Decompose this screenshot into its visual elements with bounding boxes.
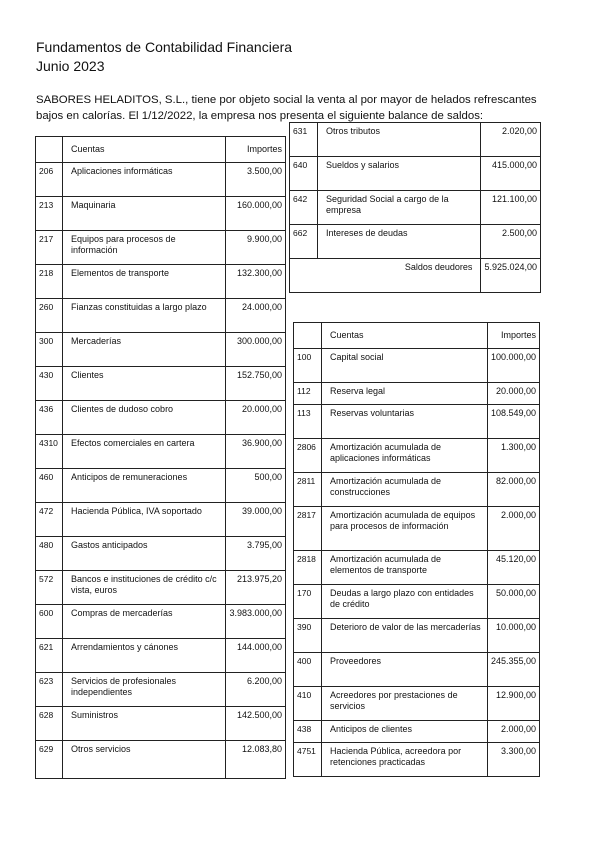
table-row <box>36 469 286 503</box>
account-code: 436 <box>36 401 63 435</box>
account-code: 640 <box>290 157 318 191</box>
document-date: Junio 2023 <box>36 58 105 74</box>
account-name: Hacienda Pública, acreedora por retenciones practicadas <box>322 743 488 777</box>
account-name: Sueldos y salarios <box>318 157 481 191</box>
account-amount: 500,00 <box>226 469 286 503</box>
account-name: Anticipos de clientes <box>322 721 488 743</box>
account-amount: 415.000,00 <box>481 157 541 191</box>
account-code: 100 <box>294 349 322 383</box>
table-row <box>294 383 540 405</box>
account-name: Anticipos de remuneraciones <box>63 469 226 503</box>
table-row <box>36 741 286 779</box>
account-name: Aplicaciones informáticas <box>63 163 226 197</box>
table-row <box>290 157 541 191</box>
account-name: Amortización acumulada de aplicaciones informáticas <box>322 439 488 473</box>
account-amount: 36.900,00 <box>226 435 286 469</box>
account-code: 623 <box>36 673 63 707</box>
total-label: Saldos deudores <box>290 259 481 293</box>
account-amount: 6.200,00 <box>226 673 286 707</box>
table-row <box>294 653 540 687</box>
account-code: 460 <box>36 469 63 503</box>
table-row <box>294 473 540 507</box>
header-accounts-cell: Cuentas <box>63 137 226 163</box>
account-code: 2817 <box>294 507 322 551</box>
account-name: Clientes de dudoso cobro <box>63 401 226 435</box>
table-row <box>36 503 286 537</box>
table-row <box>36 571 286 605</box>
account-name: Intereses de deudas <box>318 225 481 259</box>
account-name: Seguridad Social a cargo de la empresa <box>318 191 481 225</box>
table-row <box>294 405 540 439</box>
account-name: Capital social <box>322 349 488 383</box>
account-name: Gastos anticipados <box>63 537 226 571</box>
account-code: 410 <box>294 687 322 721</box>
account-name: Equipos para procesos de información <box>63 231 226 265</box>
table-row <box>36 333 286 367</box>
account-name: Deterioro de valor de las mercaderías <box>322 619 488 653</box>
account-code: 472 <box>36 503 63 537</box>
account-amount: 3.795,00 <box>226 537 286 571</box>
account-code: 600 <box>36 605 63 639</box>
table-row <box>36 673 286 707</box>
account-name: Fianzas constituidas a largo plazo <box>63 299 226 333</box>
account-amount: 20.000,00 <box>226 401 286 435</box>
account-amount: 245.355,00 <box>487 653 539 687</box>
account-code: 400 <box>294 653 322 687</box>
account-amount: 20.000,00 <box>487 383 539 405</box>
table-row <box>36 401 286 435</box>
table-row <box>36 435 286 469</box>
table-row <box>36 537 286 571</box>
account-code: 170 <box>294 585 322 619</box>
account-amount: 45.120,00 <box>487 551 539 585</box>
intro-paragraph: SABORES HELADITOS, S.L., tiene por objeto social la venta al por mayor de helados refrescantes bajos en calorías. El 1/12/2022, la empresa nos presenta el siguiente balance de saldos: <box>36 94 537 122</box>
account-name: Efectos comerciales en cartera <box>63 435 226 469</box>
account-amount: 3.500,00 <box>226 163 286 197</box>
table-row <box>294 551 540 585</box>
header-accounts-cell: Cuentas <box>322 323 488 349</box>
table-row <box>294 585 540 619</box>
account-name: Reserva legal <box>322 383 488 405</box>
total-row <box>290 259 541 293</box>
table-row <box>294 743 540 777</box>
account-amount: 213.975,20 <box>226 571 286 605</box>
debit-accounts-table <box>35 136 286 779</box>
account-code: 390 <box>294 619 322 653</box>
header-code-cell <box>36 137 63 163</box>
table-row <box>290 191 541 225</box>
account-code: 662 <box>290 225 318 259</box>
table-row <box>36 197 286 231</box>
account-amount: 132.300,00 <box>226 265 286 299</box>
account-amount: 2.020,00 <box>481 123 541 157</box>
table-row <box>36 707 286 741</box>
account-code: 300 <box>36 333 63 367</box>
table-row <box>36 367 286 401</box>
document-title: Fundamentos de Contabilidad Financiera <box>36 39 293 55</box>
account-code: 112 <box>294 383 322 405</box>
account-amount: 12.083,80 <box>226 741 286 779</box>
account-code: 430 <box>36 367 63 401</box>
account-amount: 2.000,00 <box>487 507 539 551</box>
account-code: 642 <box>290 191 318 225</box>
account-code: 628 <box>36 707 63 741</box>
account-code: 260 <box>36 299 63 333</box>
table-row <box>36 639 286 673</box>
table-row <box>290 225 541 259</box>
account-name: Amortización acumulada de construcciones <box>322 473 488 507</box>
account-code: 572 <box>36 571 63 605</box>
account-amount: 39.000,00 <box>226 503 286 537</box>
header-code-cell <box>294 323 322 349</box>
table-row <box>36 231 286 265</box>
account-name: Clientes <box>63 367 226 401</box>
account-code: 2811 <box>294 473 322 507</box>
table-row <box>294 439 540 473</box>
account-code: 4310 <box>36 435 63 469</box>
account-name: Amortización acumulada de elementos de transporte <box>322 551 488 585</box>
account-code: 629 <box>36 741 63 779</box>
account-code: 206 <box>36 163 63 197</box>
account-amount: 300.000,00 <box>226 333 286 367</box>
account-amount: 12.900,00 <box>487 687 539 721</box>
account-amount: 3.300,00 <box>487 743 539 777</box>
account-name: Deudas a largo plazo con entidades de crédito <box>322 585 488 619</box>
account-code: 213 <box>36 197 63 231</box>
table-row <box>36 605 286 639</box>
table-row <box>36 163 286 197</box>
table-row <box>294 349 540 383</box>
account-code: 2806 <box>294 439 322 473</box>
account-code: 218 <box>36 265 63 299</box>
account-name: Suministros <box>63 707 226 741</box>
account-name: Otros tributos <box>318 123 481 157</box>
table-row <box>294 619 540 653</box>
account-name: Compras de mercaderías <box>63 605 226 639</box>
account-amount: 3.983.000,00 <box>226 605 286 639</box>
table-row <box>36 299 286 333</box>
table-header-row <box>294 323 540 349</box>
table-row <box>36 265 286 299</box>
total-amount: 5.925.024,00 <box>481 259 541 293</box>
account-amount: 121.100,00 <box>481 191 541 225</box>
account-code: 113 <box>294 405 322 439</box>
account-amount: 144.000,00 <box>226 639 286 673</box>
account-amount: 9.900,00 <box>226 231 286 265</box>
account-amount: 142.500,00 <box>226 707 286 741</box>
table-row <box>294 507 540 551</box>
account-name: Servicios de profesionales independientes <box>63 673 226 707</box>
account-amount: 82.000,00 <box>487 473 539 507</box>
account-name: Proveedores <box>322 653 488 687</box>
account-amount: 24.000,00 <box>226 299 286 333</box>
account-amount: 10.000,00 <box>487 619 539 653</box>
account-code: 438 <box>294 721 322 743</box>
table-header-row <box>36 137 286 163</box>
header-amounts-cell: Importes <box>226 137 286 163</box>
account-name: Maquinaria <box>63 197 226 231</box>
account-name: Hacienda Pública, IVA soportado <box>63 503 226 537</box>
account-name: Mercaderías <box>63 333 226 367</box>
account-code: 2818 <box>294 551 322 585</box>
account-name: Acreedores por prestaciones de servicios <box>322 687 488 721</box>
account-name: Otros servicios <box>63 741 226 779</box>
account-name: Elementos de transporte <box>63 265 226 299</box>
account-code: 621 <box>36 639 63 673</box>
account-code: 480 <box>36 537 63 571</box>
account-name: Reservas voluntarias <box>322 405 488 439</box>
account-code: 4751 <box>294 743 322 777</box>
table-row <box>290 123 541 157</box>
table-row <box>294 721 540 743</box>
account-amount: 2.000,00 <box>487 721 539 743</box>
account-amount: 1.300,00 <box>487 439 539 473</box>
account-amount: 160.000,00 <box>226 197 286 231</box>
account-amount: 100.000,00 <box>487 349 539 383</box>
credit-accounts-table <box>293 322 540 777</box>
account-amount: 50.000,00 <box>487 585 539 619</box>
account-name: Bancos e instituciones de crédito c/c vista, euros <box>63 571 226 605</box>
debit-accounts-continued-table <box>289 122 541 293</box>
account-code: 217 <box>36 231 63 265</box>
account-amount: 152.750,00 <box>226 367 286 401</box>
account-name: Arrendamientos y cánones <box>63 639 226 673</box>
account-amount: 108.549,00 <box>487 405 539 439</box>
account-amount: 2.500,00 <box>481 225 541 259</box>
table-row <box>294 687 540 721</box>
account-code: 631 <box>290 123 318 157</box>
account-name: Amortización acumulada de equipos para procesos de información <box>322 507 488 551</box>
header-amounts-cell: Importes <box>487 323 539 349</box>
